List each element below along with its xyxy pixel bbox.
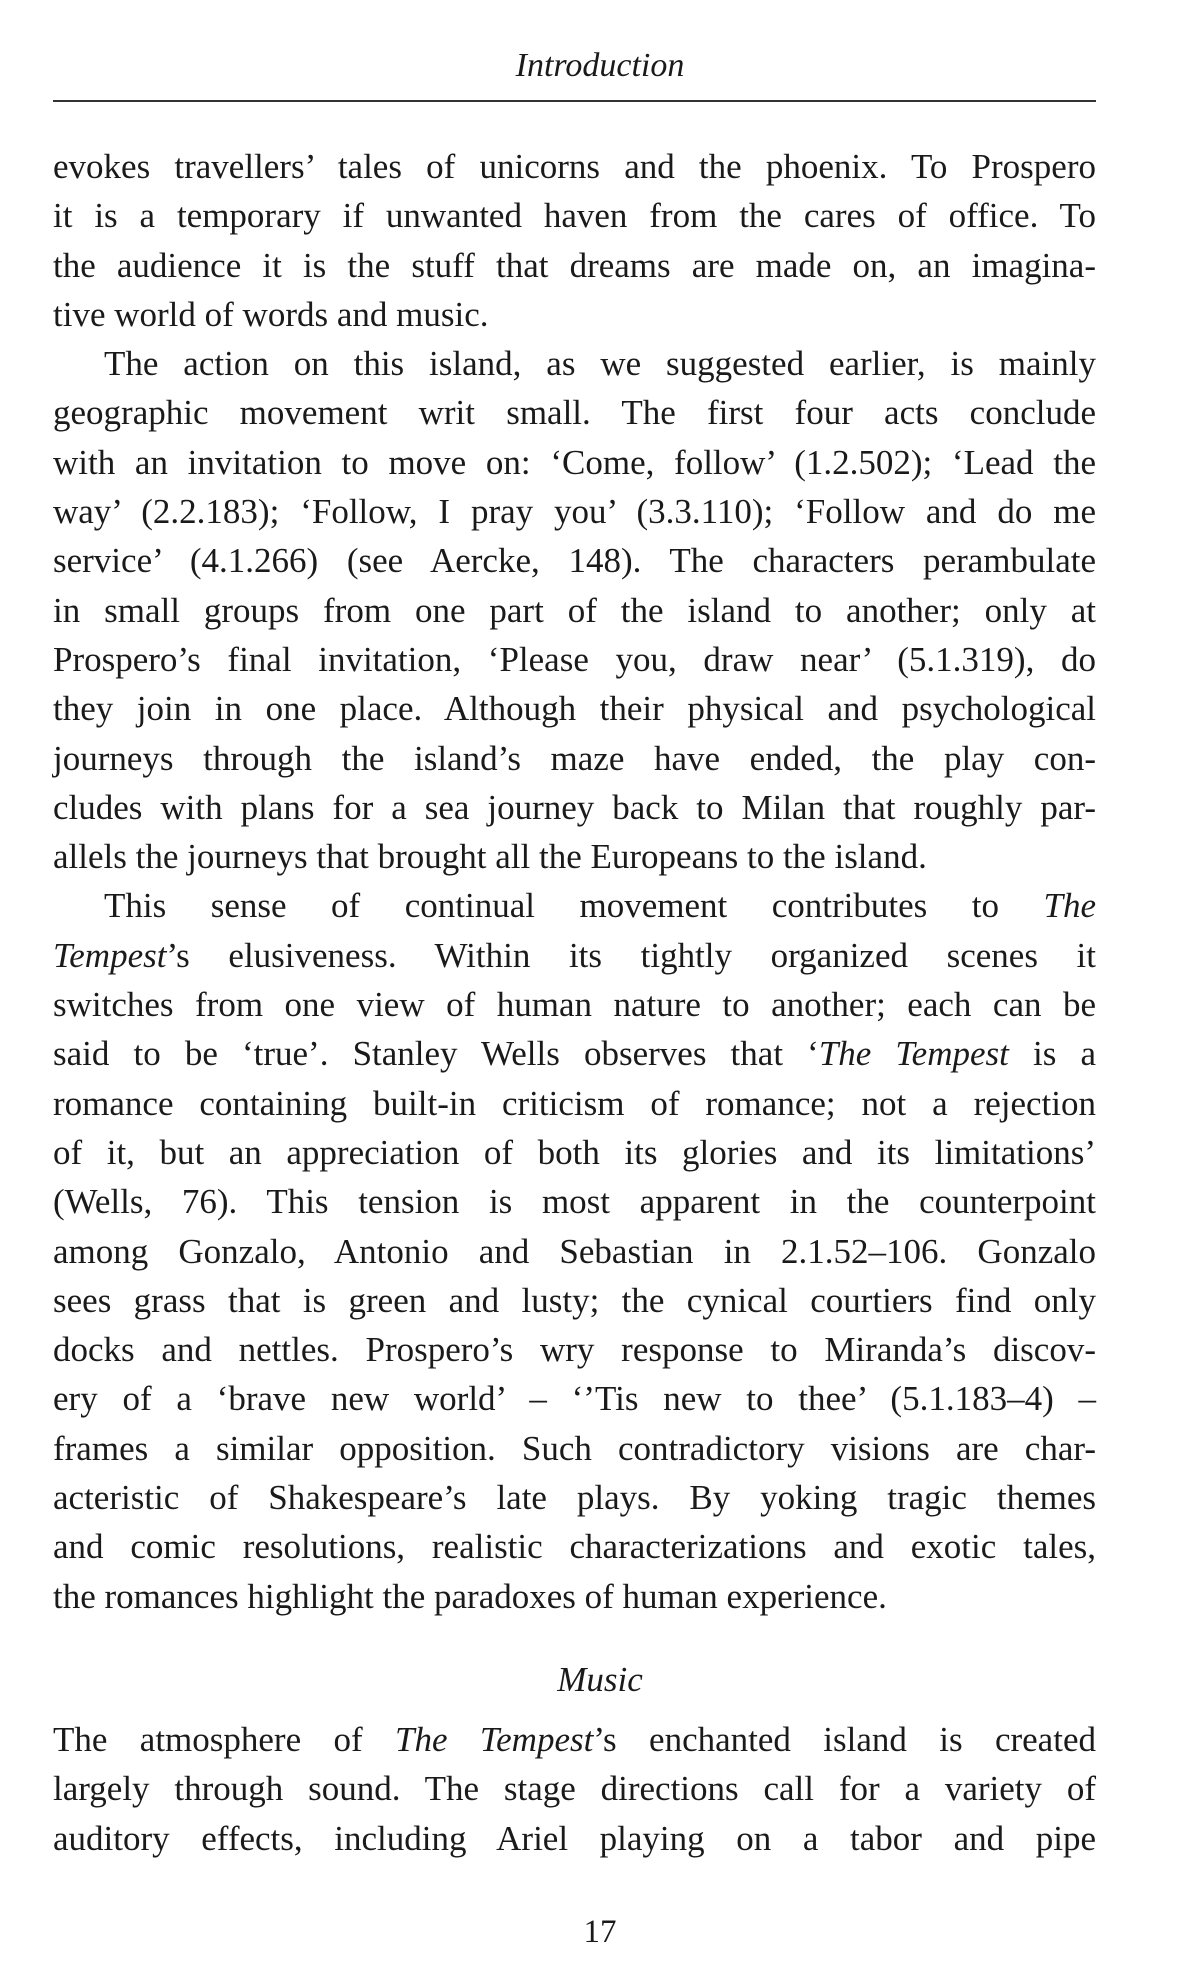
text-line: way’ (2.2.183); ‘Follow, I pray you’ (3.3.110); ‘Follow and do me	[53, 492, 1096, 532]
text-run: said to be ‘true’. Stanley Wells observes that ‘	[53, 1034, 819, 1074]
text-line: tive world of words and music.	[53, 294, 489, 334]
text-line: romance containing built-in criticism of romance; not a rejection	[53, 1083, 1096, 1123]
text-line: and comic resolutions, realistic characterizations and exotic tales,	[53, 1527, 1096, 1567]
page-number: 17	[583, 1914, 617, 1950]
text-line	[53, 1715, 1096, 1764]
text-line: acteristic of Shakespeare’s late plays. By yoking tragic themes	[53, 1478, 1096, 1518]
text-run: This sense of continual movement contributes to	[104, 886, 999, 926]
text-line: of it, but an appreciation of both its glories and its limitations’	[53, 1132, 1096, 1172]
text-run: is a	[1008, 1034, 1096, 1074]
text-line: they join in one place. Although their physical and psychological	[53, 689, 1096, 729]
text-line: in small groups from one part of the island to another; only at	[53, 590, 1096, 630]
text-line: with an invitation to move on: ‘Come, follow’ (1.2.502); ‘Lead the	[53, 442, 1096, 482]
text-line: among Gonzalo, Antonio and Sebastian in 2.1.52–106. Gonzalo	[53, 1231, 1096, 1271]
text-line: the romances highlight the paradoxes of human experience.	[53, 1576, 887, 1616]
play-title: The	[1043, 886, 1096, 926]
text-line	[53, 1029, 1096, 1078]
text-line	[53, 931, 1096, 980]
play-title: Tempest	[53, 935, 167, 975]
text-line: largely through sound. The stage directions call for a variety of	[53, 1769, 1096, 1809]
section-text	[53, 1715, 1096, 1863]
text-line: ery of a ‘brave new world’ – ‘’Tis new to thee’ (5.1.183–4) –	[53, 1379, 1096, 1419]
text-line: docks and nettles. Prospero’s wry response to Miranda’s discov-	[53, 1330, 1096, 1370]
text-line: switches from one view of human nature to another; each can be	[53, 985, 1096, 1025]
text-line: it is a temporary if unwanted haven from the cares of office. To	[53, 196, 1096, 236]
text-run: ’s elusiveness. Within its tightly organized scenes it	[166, 935, 1096, 975]
text-line: journeys through the island’s maze have ended, the play con-	[53, 738, 1096, 778]
text-line: geographic movement writ small. The first four acts conclude	[53, 393, 1096, 433]
text-line: frames a similar opposition. Such contradictory visions are char-	[53, 1428, 1096, 1468]
play-title: The Tempest	[818, 1034, 1009, 1074]
text-line: (Wells, 76). This tension is most apparent in the counterpoint	[53, 1182, 1096, 1222]
text-line: evokes travellers’ tales of unicorns and the phoenix. To Prospero	[53, 147, 1096, 186]
text-run: The atmosphere of	[53, 1720, 396, 1759]
text-line: cludes with plans for a sea journey back to Milan that roughly par-	[53, 787, 1096, 827]
section-heading: Music	[557, 1660, 643, 1699]
play-title: The Tempest	[395, 1720, 594, 1759]
text-line: service’ (4.1.266) (see Aercke, 148). The characters perambulate	[53, 541, 1096, 581]
header-rule	[53, 100, 1096, 102]
text-line: The action on this island, as we suggested earlier, is mainly	[104, 344, 1096, 384]
text-line: Prospero’s final invitation, ‘Please you, draw near’ (5.1.319), do	[53, 639, 1096, 679]
text-line: the audience it is the stuff that dreams are made on, an imagina-	[53, 245, 1096, 285]
running-head: Introduction	[515, 47, 685, 84]
main-text	[53, 142, 1096, 1621]
text-line: sees grass that is green and lusty; the cynical courtiers find only	[53, 1280, 1096, 1320]
text-line: auditory effects, including Ariel playing on a tabor and pipe	[53, 1818, 1096, 1858]
text-line	[53, 881, 1096, 930]
text-line: allels the journeys that brought all the Europeans to the island.	[53, 837, 927, 877]
text-run: ’s enchanted island is created	[593, 1720, 1096, 1759]
